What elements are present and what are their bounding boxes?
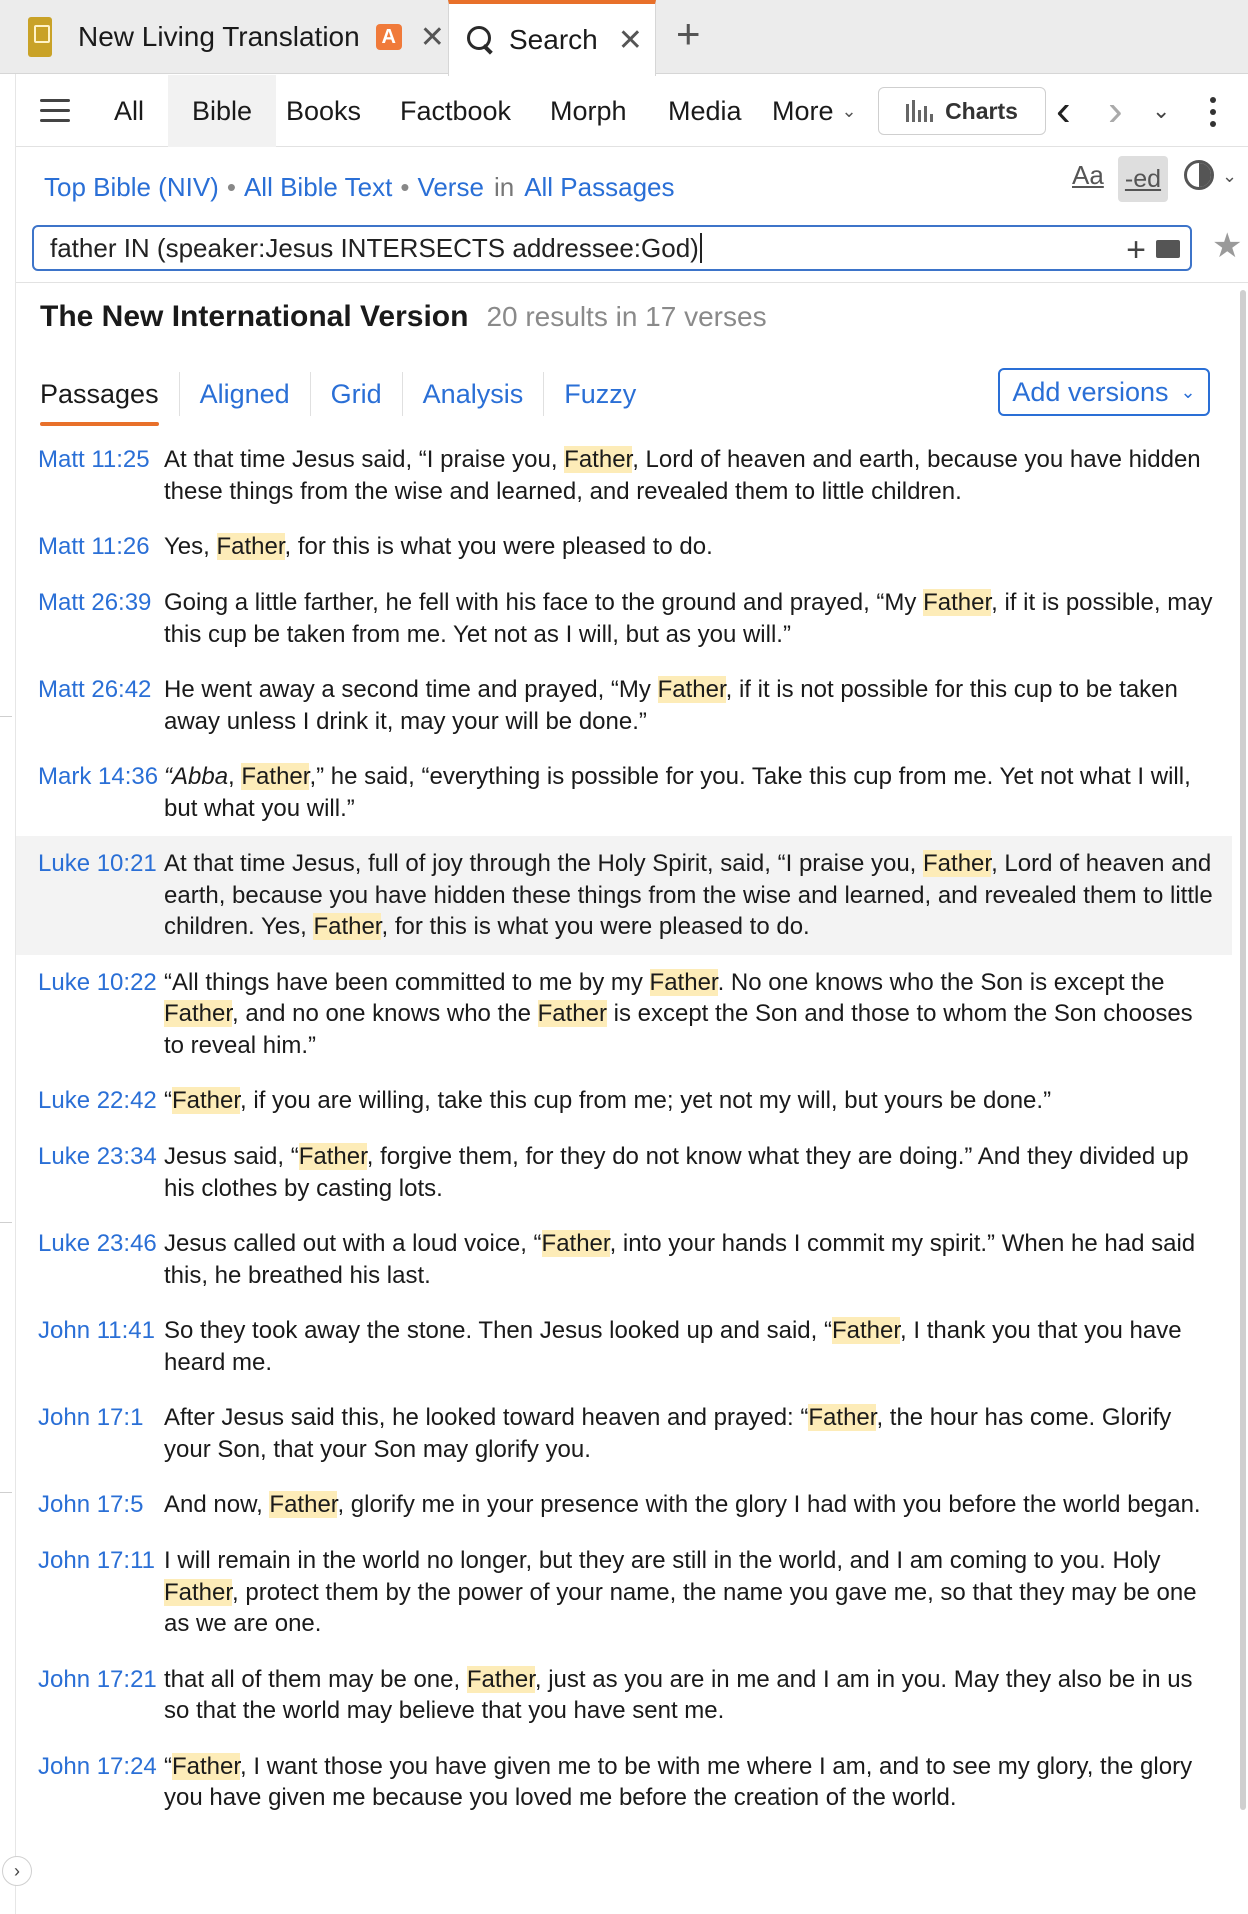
- tab-search[interactable]: [448, 0, 656, 76]
- nav-bible[interactable]: Bible: [168, 75, 276, 147]
- result-row[interactable]: [16, 955, 1232, 1074]
- result-row[interactable]: [16, 1303, 1232, 1390]
- chevron-down-icon: ⌄: [1180, 381, 1196, 402]
- verse-reference-link[interactable]: Luke 23:46: [38, 1230, 157, 1257]
- verse-text: “Abba, Father,” he said, “everything is possible for you. Take this cup from me. Yet not what I will, but what you will.”: [164, 763, 1191, 822]
- verse-reference-link[interactable]: Mark 14:36: [38, 763, 159, 790]
- verse-text: Yes, Father, for this is what you were pleased to do.: [164, 533, 713, 560]
- verse-reference-link[interactable]: Luke 22:42: [38, 1087, 157, 1114]
- divider: [16, 282, 1248, 283]
- version-title: The New International Version: [40, 300, 469, 333]
- search-hit[interactable]: Father: [537, 1000, 607, 1027]
- search-hit[interactable]: Father: [564, 446, 633, 473]
- verse-text: Going a little farther, he fell with his face to the ground and prayed, “My Father, if it is possible, may this cup be taken from me. Yet not as I will, but as you will.”: [164, 589, 1213, 648]
- result-row[interactable]: [16, 1073, 1232, 1129]
- verse-reference-link[interactable]: Matt 26:42: [38, 676, 152, 703]
- in-label: in: [493, 171, 515, 202]
- result-row[interactable]: [16, 519, 1232, 575]
- nav-all[interactable]: All: [114, 95, 145, 126]
- bible-selector[interactable]: Top Bible (NIV): [44, 171, 219, 202]
- nav-books[interactable]: Books: [286, 95, 362, 126]
- search-hit[interactable]: Father: [923, 589, 992, 616]
- search-scope: [44, 167, 675, 207]
- verse-text: “Father, I want those you have given me to be with me where I am, and to see my glory, the glory you have given me because you loved me before the creation of the world.: [164, 1752, 1193, 1811]
- add-versions-button[interactable]: [998, 368, 1210, 416]
- search-icon: [467, 26, 495, 54]
- gutter-divider: [0, 1492, 12, 1493]
- verse-reference-link[interactable]: John 17:11: [38, 1547, 155, 1574]
- result-row[interactable]: [16, 1533, 1232, 1652]
- italic-text: “Abba: [164, 763, 229, 790]
- unit-selector[interactable]: Verse: [417, 171, 484, 202]
- separator-dot: •: [226, 171, 236, 202]
- result-row[interactable]: [16, 1739, 1232, 1826]
- result-row[interactable]: [16, 662, 1232, 749]
- tab-new-living-translation[interactable]: [28, 0, 448, 74]
- view-tab-grid[interactable]: Grid: [311, 372, 403, 416]
- scrollbar[interactable]: [1240, 290, 1246, 1810]
- verse-reference-link[interactable]: Luke 10:22: [38, 968, 157, 996]
- search-hit[interactable]: Father: [808, 1404, 877, 1431]
- result-row[interactable]: [16, 1216, 1232, 1303]
- result-row[interactable]: [16, 1129, 1232, 1216]
- gutter-divider: [0, 716, 12, 717]
- nav-more[interactable]: [772, 75, 857, 147]
- verse-reference-link[interactable]: John 17:5: [38, 1491, 144, 1518]
- forward-arrow-icon[interactable]: ›: [1108, 86, 1123, 135]
- history-chevron-icon[interactable]: ⌄: [1152, 98, 1171, 123]
- result-row[interactable]: [16, 1390, 1232, 1477]
- results-count: 20 results in 17 verses: [486, 301, 767, 332]
- search-hit[interactable]: Father: [164, 1578, 233, 1606]
- view-tab-analysis[interactable]: Analysis: [403, 372, 545, 416]
- tab-label: New Living Translation: [78, 21, 360, 52]
- view-tabs: [40, 372, 656, 416]
- verse-text: At that time Jesus, full of joy through the Holy Spirit, said, “I praise you, Father, Lord of heaven and earth, because you have hidden these things from the wise and learned, and revealed them to little children. Yes, Father, for this is what you were pleased to do.: [164, 850, 1213, 940]
- charts-button[interactable]: [878, 87, 1046, 135]
- visual-filter-icon[interactable]: [1184, 160, 1214, 190]
- search-hit[interactable]: Father: [831, 1317, 901, 1344]
- view-tab-passages[interactable]: Passages: [40, 372, 180, 416]
- search-hit[interactable]: Father: [172, 1087, 241, 1114]
- verse-reference-link[interactable]: John 17:24: [38, 1752, 157, 1780]
- charts-label: Charts: [945, 97, 1018, 124]
- search-hit[interactable]: Father: [466, 1665, 535, 1693]
- match-all-forms-toggle[interactable]: -ed: [1118, 156, 1168, 202]
- separator-dot: •: [400, 171, 410, 202]
- search-hit[interactable]: Father: [649, 968, 718, 996]
- nav-media[interactable]: Media: [668, 95, 742, 126]
- text-selector[interactable]: All Bible Text: [243, 171, 393, 202]
- nav-factbook[interactable]: Factbook: [400, 95, 512, 126]
- search-hit[interactable]: Father: [923, 850, 992, 877]
- menu-icon[interactable]: [40, 99, 70, 123]
- range-selector[interactable]: All Passages: [524, 171, 675, 202]
- search-hit[interactable]: Father: [298, 1143, 367, 1170]
- view-tab-fuzzy[interactable]: Fuzzy: [564, 378, 637, 409]
- search-hit[interactable]: Father: [313, 913, 382, 940]
- bar-chart-icon: [906, 100, 933, 122]
- star-icon[interactable]: ★: [1212, 227, 1243, 265]
- result-row[interactable]: [16, 836, 1232, 955]
- left-gutter: [0, 74, 16, 1914]
- verse-text: Jesus said, “Father, forgive them, for they do not know what they are doing.” And they divided up his clothes by casting lots.: [164, 1143, 1189, 1202]
- search-hit[interactable]: Father: [657, 676, 726, 703]
- tab-strip: [0, 0, 1248, 74]
- verse-reference-link[interactable]: John 17:1: [38, 1404, 144, 1431]
- results-header: [40, 300, 767, 334]
- result-row[interactable]: [16, 1652, 1232, 1739]
- result-row[interactable]: [16, 749, 1232, 836]
- verse-text: “Father, if you are willing, take this cup from me; yet not my will, but yours be done.”: [164, 1087, 1052, 1114]
- verse-reference-link[interactable]: John 17:21: [38, 1665, 157, 1693]
- font-size-button[interactable]: Aa: [1072, 160, 1104, 190]
- verse-text: that all of them may be one, Father, just as you are in me and I am in you. May they also be in us so that the world may believe that you have sent me.: [164, 1665, 1193, 1724]
- view-tab-aligned[interactable]: Aligned: [180, 372, 311, 416]
- more-options-icon[interactable]: [1210, 97, 1216, 127]
- verse-reference-link[interactable]: Matt 11:26: [38, 533, 150, 560]
- result-row[interactable]: [16, 575, 1232, 662]
- text-caret: [700, 233, 702, 263]
- chevron-down-icon[interactable]: ⌄: [1222, 166, 1238, 186]
- results-list: [16, 432, 1232, 1826]
- verse-text: He went away a second time and prayed, “My Father, if it is not possible for this cup to be taken away unless I drink it, may your will be done.”: [164, 676, 1178, 735]
- verse-reference-link[interactable]: Luke 10:21: [38, 850, 157, 877]
- book-icon: [28, 17, 52, 57]
- search-hit[interactable]: Father: [172, 1752, 241, 1780]
- verse-text: At that time Jesus said, “I praise you, Father, Lord of heaven and earth, because you have hidden these things from the wise and learned, and revealed them to little children.: [164, 446, 1201, 505]
- verse-text: I will remain in the world no longer, but they are still in the world, and I am coming to you. Holy Father, protect them by the power of your name, the name you gave me, so that they may be one as we are one.: [164, 1547, 1197, 1637]
- search-hit[interactable]: Father: [164, 1000, 233, 1027]
- new-tab-button[interactable]: +: [676, 10, 701, 57]
- search-kind-navbar: [16, 75, 1248, 147]
- add-term-icon[interactable]: +: [1126, 231, 1146, 269]
- verse-reference-link[interactable]: Matt 11:25: [38, 446, 150, 473]
- expand-panel-icon[interactable]: ›: [2, 1856, 32, 1886]
- close-icon[interactable]: ✕: [617, 23, 643, 57]
- keyboard-icon[interactable]: [1156, 240, 1180, 258]
- tab-label: Search: [509, 24, 598, 55]
- search-input[interactable]: [32, 225, 1192, 271]
- back-arrow-icon[interactable]: ‹: [1056, 86, 1071, 135]
- verse-reference-link[interactable]: Luke 23:34: [38, 1143, 157, 1170]
- close-icon[interactable]: ✕: [419, 20, 445, 54]
- verse-text: So they took away the stone. Then Jesus looked up and said, “Father, I thank you that you have heard me.: [164, 1317, 1182, 1376]
- verse-text: And now, Father, glorify me in your presence with the glory I had with you before the world began.: [164, 1491, 1201, 1518]
- search-query: father IN (speaker:Jesus INTERSECTS addressee:God): [50, 232, 699, 263]
- verse-text: Jesus called out with a loud voice, “Father, into your hands I commit my spirit.” When he had said this, he breathed his last.: [164, 1230, 1196, 1289]
- result-row[interactable]: [16, 432, 1232, 519]
- nav-morph[interactable]: Morph: [550, 95, 627, 126]
- search-hit[interactable]: Father: [241, 763, 310, 790]
- search-hit[interactable]: Father: [269, 1491, 338, 1518]
- gutter-divider: [0, 1222, 12, 1223]
- search-hit[interactable]: Father: [541, 1230, 610, 1257]
- nav-more-label: More: [772, 95, 834, 126]
- verse-text: After Jesus said this, he looked toward heaven and prayed: “Father, the hour has come. Glorify your Son, that your Son may glorify you.: [164, 1404, 1172, 1463]
- verse-text: “All things have been committed to me by my Father. No one knows who the Son is except the Father, and no one knows who the Father is except the Son and those to whom the Son chooses to reveal him.”: [164, 968, 1193, 1059]
- chevron-down-icon: ⌄: [841, 100, 857, 121]
- result-row[interactable]: [16, 1477, 1232, 1533]
- search-hit[interactable]: Father: [216, 533, 285, 560]
- verse-reference-link[interactable]: Matt 26:39: [38, 589, 152, 616]
- verse-reference-link[interactable]: John 11:41: [38, 1317, 155, 1344]
- auto-sync-badge[interactable]: A: [376, 24, 402, 50]
- add-versions-label: Add versions: [1012, 376, 1169, 407]
